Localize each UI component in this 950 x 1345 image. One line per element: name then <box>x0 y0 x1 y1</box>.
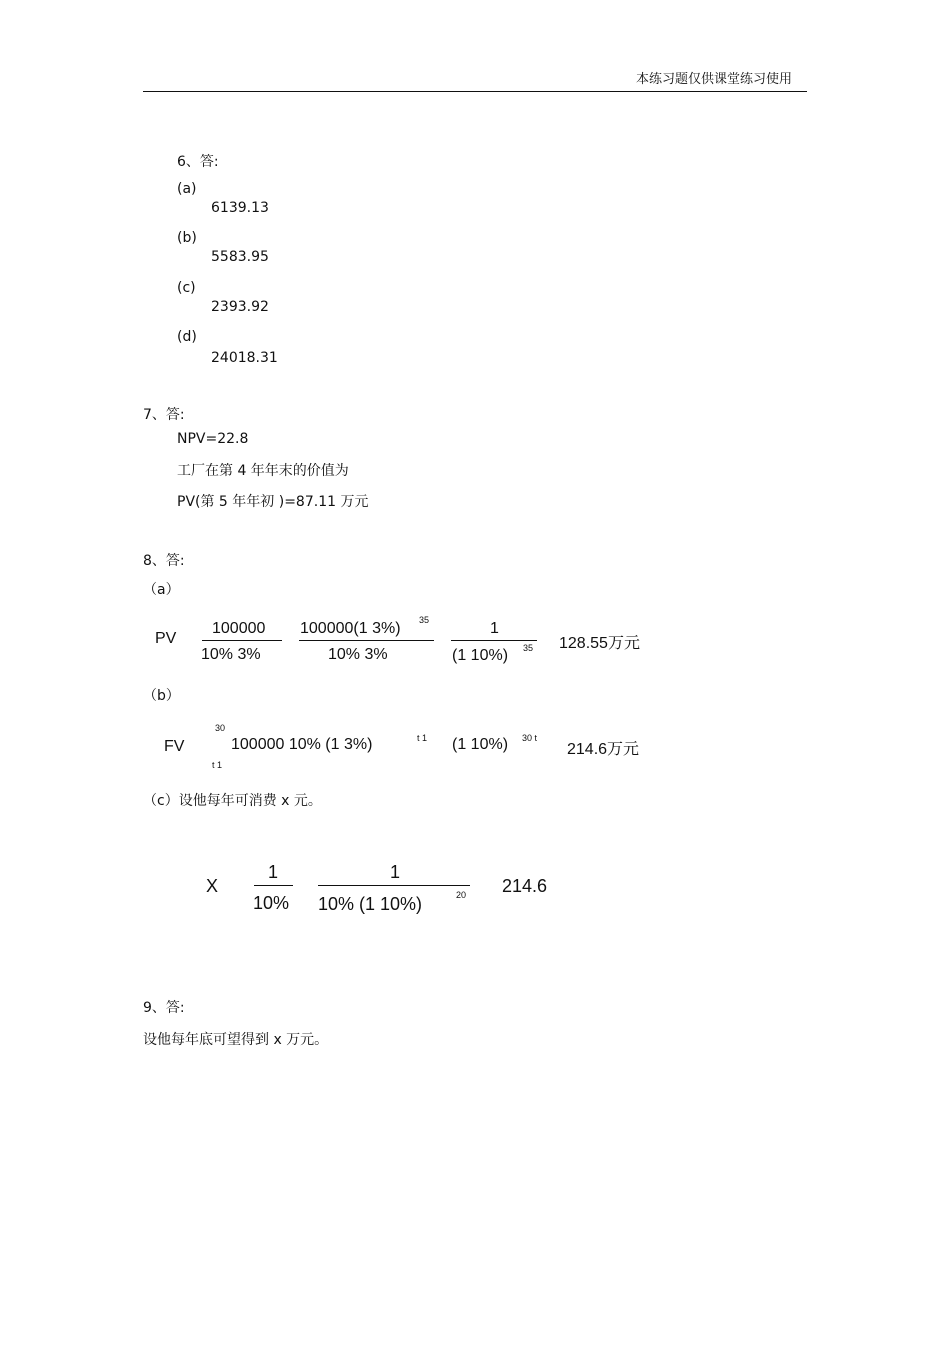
q8-part-b-label: （b） <box>143 688 180 704</box>
header-title: 本练习题仅供课堂练习使用 <box>636 72 793 87</box>
q6-c-value: 2393.92 <box>211 299 269 315</box>
eq-c-f2-den-exp: 20 <box>456 890 467 900</box>
eq-b-exp1: t 1 <box>417 733 428 743</box>
eq-a-f2-num: 100000(1 3%) <box>300 620 401 637</box>
eq-c-f1-num: 1 <box>268 862 279 882</box>
q7-heading: 7、答: <box>143 407 185 423</box>
eq-c-f1-bar <box>254 885 293 886</box>
eq-c-f2-bar <box>318 885 470 886</box>
q9-heading: 9、答: <box>143 1000 185 1016</box>
eq-a-f3-bar <box>451 640 537 641</box>
eq-b-sum-upper: 30 <box>215 723 226 733</box>
q6-d-label: (d) <box>177 329 197 345</box>
eq-a-f3-num: 1 <box>490 620 499 637</box>
q7-line2: 工厂在第 4 年年末的价值为 <box>177 463 349 479</box>
eq-b-result: 214.6万元 <box>567 741 640 758</box>
q6-c-label: (c) <box>177 280 196 296</box>
q7-npv: NPV=22.8 <box>177 431 249 447</box>
eq-c-lhs: X <box>206 876 219 896</box>
eq-a-lhs: PV <box>155 630 177 647</box>
eq-c-f1-den: 10% <box>253 893 290 913</box>
eq-a-f3-den-exp: 35 <box>523 643 534 653</box>
q6-d-value: 24018.31 <box>211 350 278 366</box>
q8-part-a-label: （a） <box>143 582 180 598</box>
q6-a-label: (a) <box>177 181 197 197</box>
q6-b-label: (b) <box>177 230 197 246</box>
q7-line3: PV(第 5 年年初 )=87.11 万元 <box>177 494 369 510</box>
header-rule <box>143 91 807 92</box>
q9-line1: 设他每年底可望得到 x 万元。 <box>143 1032 329 1048</box>
eq-a-f1-num: 100000 <box>212 620 266 637</box>
eq-b-body2: (1 10%) <box>452 736 509 753</box>
q6-b-value: 5583.95 <box>211 249 269 265</box>
q8-heading: 8、答: <box>143 553 185 569</box>
eq-a-f2-bar <box>299 640 434 641</box>
eq-c-f2-den: 10% (1 10%) <box>318 894 423 914</box>
eq-a-result: 128.55万元 <box>559 635 640 652</box>
eq-a-f1-den: 10% 3% <box>201 646 261 663</box>
eq-a-f2-num-exp: 35 <box>419 615 430 625</box>
eq-c-f2-num: 1 <box>390 862 401 882</box>
q6-a-value: 6139.13 <box>211 200 269 216</box>
eq-c-result: 214.6 <box>502 876 548 896</box>
q8-part-c-text: （c）设他每年可消费 x 元。 <box>143 793 322 809</box>
eq-b-sum-lower: t 1 <box>212 760 223 770</box>
q6-heading: 6、答: <box>177 154 219 170</box>
eq-a-f2-den: 10% 3% <box>328 646 388 663</box>
eq-b-exp2: 30 t <box>522 733 538 743</box>
eq-b-lhs: FV <box>164 738 185 755</box>
eq-a-f1-bar <box>202 640 282 641</box>
eq-a-f3-den: (1 10%) <box>452 647 509 664</box>
eq-b-body1: 100000 10% (1 3%) <box>231 736 373 753</box>
